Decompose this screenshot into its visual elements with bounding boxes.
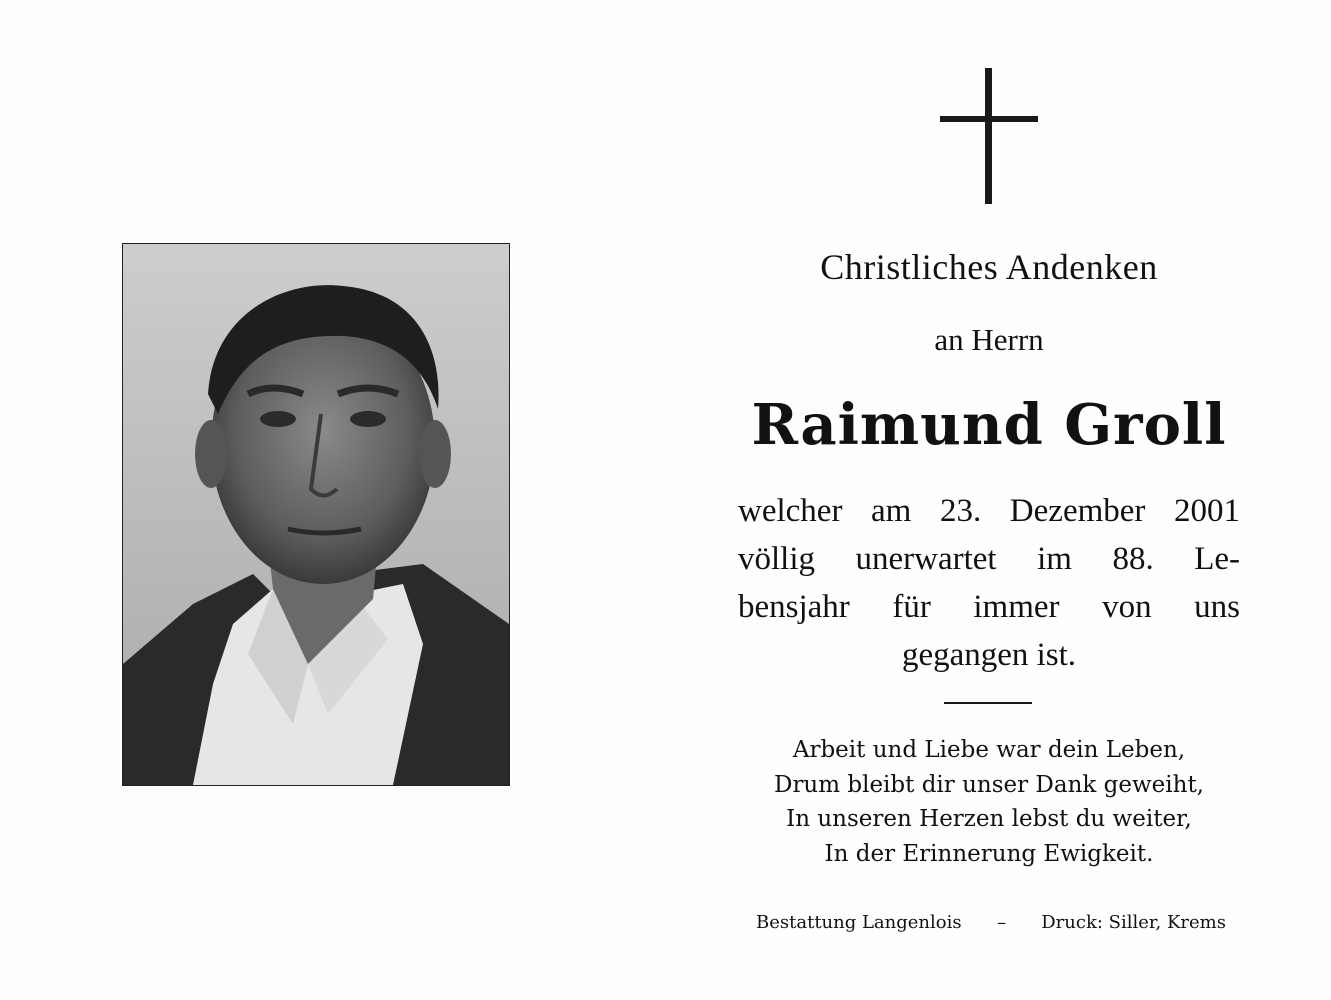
card-title: Christliches Andenken xyxy=(820,247,1158,287)
footer-credits xyxy=(756,912,1226,933)
announcement-text xyxy=(738,487,1240,679)
deceased-name: Raimund Groll xyxy=(751,392,1227,458)
announcement-line: bensjahr für immer von uns xyxy=(738,589,1240,625)
divider-rule xyxy=(944,702,1032,704)
poem xyxy=(740,733,1238,871)
footer-separator: – xyxy=(996,912,1006,933)
poem-line: In unseren Herzen lebst du weiter, xyxy=(786,806,1192,832)
printer-credit: Druck: Siller, Krems xyxy=(1041,912,1226,933)
announcement-line: völlig unerwartet im 88. Le- xyxy=(738,541,1240,577)
announcement-line: welcher am 23. Dezember 2001 xyxy=(738,493,1240,529)
salutation: an Herrn xyxy=(934,322,1044,357)
poem-line: Arbeit und Liebe war dein Leben, xyxy=(792,737,1186,763)
undertaker-credit: Bestattung Langenlois xyxy=(756,912,962,933)
announcement-line: gegangen ist. xyxy=(901,637,1077,673)
poem-line: Drum bleibt dir unser Dank geweiht, xyxy=(774,771,1204,798)
portrait-photo xyxy=(122,243,510,786)
poem-line: In der Erinnerung Ewigkeit. xyxy=(824,840,1154,867)
cross-icon xyxy=(940,68,1038,204)
